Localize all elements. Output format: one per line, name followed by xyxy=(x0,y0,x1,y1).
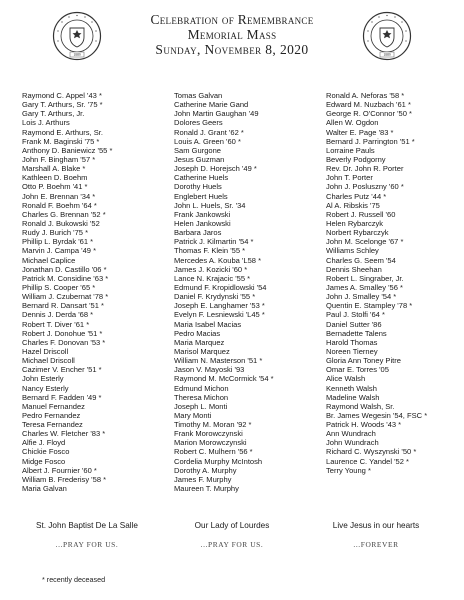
memorial-name: Dorothy A. Murphy xyxy=(174,465,237,475)
memorial-name: Charles G. Brennan '52 * xyxy=(22,209,106,219)
memorial-name: John J. Smalley '54 * xyxy=(326,292,397,302)
footer-prayer: ...FOREVER xyxy=(353,540,399,549)
memorial-name: Otto P. Boehm '41 * xyxy=(22,182,88,192)
memorial-name: Paul J. Stolfi '64 * xyxy=(326,310,385,320)
memorial-name: Kenneth Walsh xyxy=(326,383,377,393)
memorial-name: Jesus Guzman xyxy=(174,154,225,164)
names-column-2 xyxy=(174,91,274,493)
page-header xyxy=(105,12,359,58)
memorial-name: Catherine Marie Gand xyxy=(174,100,249,110)
memorial-name: Br. James Wegesin '54, FSC * xyxy=(326,410,428,420)
memorial-name: Midge Fosco xyxy=(22,456,66,466)
memorial-name: Maria Marquez xyxy=(174,337,225,347)
memorial-name: Lance N. Krajacic '55 * xyxy=(174,273,251,283)
footer-block-2 xyxy=(157,521,307,549)
header-date: Sunday, November 8, 2020 xyxy=(155,42,309,57)
memorial-name: John T. Porter xyxy=(326,173,373,183)
memorial-name: James F. Murphy xyxy=(174,474,232,484)
memorial-name: Tomas Galvan xyxy=(174,91,223,100)
memorial-name: Patrick M. Considine '63 * xyxy=(22,273,109,283)
memorial-name: Dorothy Huels xyxy=(174,182,222,192)
memorial-name: Ronald A. Neforas '58 * xyxy=(326,91,405,100)
memorial-name: Frank Morowczynski xyxy=(174,429,243,439)
memorial-name: Pedro Fernandez xyxy=(22,410,81,420)
memorial-name: Edmund Michon xyxy=(174,383,229,393)
memorial-name: Barbara Jaros xyxy=(174,228,222,238)
memorial-name: Alfie J. Floyd xyxy=(22,438,66,448)
memorial-name: Charles Putz '44 * xyxy=(326,191,387,201)
memorial-name: Robert L. Singraber, Jr. xyxy=(326,273,404,283)
memorial-name: Marvin J. Campa '49 * xyxy=(22,246,97,256)
memorial-name: Terry Young * xyxy=(326,465,371,475)
memorial-name: Frank M. Baginski '75 * xyxy=(22,136,100,146)
memorial-name: James A. Smalley '56 * xyxy=(326,282,403,292)
memorial-name: Cordelia Murphy McIntosh xyxy=(174,456,263,466)
footer-block-3 xyxy=(301,521,451,549)
memorial-name: Marshall A. Blake * xyxy=(22,164,86,174)
memorial-name: Ronald J. Grant '62 * xyxy=(174,127,244,137)
recently-deceased-note: * recently deceased xyxy=(42,575,106,584)
footer-title: Our Lady of Lourdes xyxy=(194,521,270,530)
memorial-name: Helen Jankowski xyxy=(174,218,231,228)
memorial-name: Harold Thomas xyxy=(326,337,378,347)
memorial-name: Englebert Huels xyxy=(174,191,228,201)
memorial-name: Hazel Driscoll xyxy=(22,346,69,356)
memorial-name: Cazimer V. Encher '51 * xyxy=(22,365,102,375)
memorial-name: Theresa Michon xyxy=(174,392,229,402)
memorial-name: Pedro Macias xyxy=(174,328,221,338)
memorial-name: Omar E. Torres '05 xyxy=(326,365,389,375)
memorial-name: Patrick J. Kilmartin '54 * xyxy=(174,237,254,247)
footer-block-1 xyxy=(12,521,162,549)
memorial-name: Raymond Walsh, Sr. xyxy=(326,401,395,411)
footer-title: Live Jesus in our hearts xyxy=(332,521,420,530)
memorial-name: George R. O'Connor '50 * xyxy=(326,109,412,119)
memorial-name: Quentin E. Stampley '78 * xyxy=(326,301,413,311)
memorial-name: Bernard R. Dansart '51 * xyxy=(22,301,104,311)
memorial-name: Robert J. Donohue '51 * xyxy=(22,328,103,338)
memorial-name: John L. Huels, Sr. '34 xyxy=(174,200,246,210)
svg-text:1889: 1889 xyxy=(383,53,391,57)
memorial-name: Maureen T. Murphy xyxy=(174,484,239,494)
memorial-name: Bernard J. Parrington '51 * xyxy=(326,136,415,146)
names-column-1 xyxy=(22,91,112,493)
memorial-name: Robert J. Russell '60 xyxy=(326,209,396,219)
memorial-name: James J. Kozicki '60 * xyxy=(174,264,248,274)
memorial-name: Edmund F. Kropidlowski '54 xyxy=(174,282,267,292)
memorial-name: Manuel Fernandez xyxy=(22,401,85,411)
memorial-name: William B. Frederisy '58 * xyxy=(22,474,107,484)
memorial-name: John Martin Gaughan '49 xyxy=(174,109,259,119)
memorial-name: Dolores Geers xyxy=(174,118,223,128)
memorial-name: Madeline Walsh xyxy=(326,392,380,402)
memorial-name: Mercedes A. Kouba 'L58 * xyxy=(174,255,262,265)
footer-title: St. John Baptist De La Salle xyxy=(36,521,138,530)
header-title-line-1: Celebration of Remembrance xyxy=(150,12,314,27)
memorial-name: Lorraine Pauls xyxy=(326,145,375,155)
memorial-name: Al A. Ribskis '75 xyxy=(326,200,380,210)
memorial-name: Noreen Tierney xyxy=(326,346,378,356)
memorial-name: Michael Driscoll xyxy=(22,356,75,366)
memorial-name: Richard C. Wyszynski '50 * xyxy=(326,447,417,457)
memorial-name: Norbert Rybarczyk xyxy=(326,228,389,238)
memorial-name: Robert T. Diver '61 * xyxy=(22,319,90,329)
memorial-name: John Wundrach xyxy=(326,438,379,448)
memorial-name: Edward M. Nuzbach '61 * xyxy=(326,100,411,110)
memorial-name: Phillip S. Cooper '65 * xyxy=(22,282,96,292)
memorial-name: Maria Isabel Macias xyxy=(174,319,242,329)
memorial-name: Ronald F. Boehm '64 * xyxy=(22,200,97,210)
memorial-name: Sam Gurgone xyxy=(174,145,221,155)
memorial-name: Jason V. Mayoski '93 xyxy=(174,365,245,375)
memorial-name: Michael Caplice xyxy=(22,255,76,265)
memorial-name: Gary T. Arthurs, Jr. xyxy=(22,109,85,119)
memorial-name: Dennis J. Derda '68 * xyxy=(22,310,94,320)
memorial-name: Gary T. Arthurs, Sr. '75 * xyxy=(22,100,103,110)
memorial-name: Patrick H. Woods '43 * xyxy=(326,420,402,430)
memorial-name: John F. Bingham '57 * xyxy=(22,154,96,164)
header-title-line-2: Memorial Mass xyxy=(187,27,277,42)
memorial-name: Rev. Dr. John R. Porter xyxy=(326,164,404,174)
memorial-name: Robert C. Mulhern '56 * xyxy=(174,447,253,457)
memorial-name: Raymond C. Appel '43 * xyxy=(22,91,102,100)
memorial-name: Albert J. Fournier '60 * xyxy=(22,465,97,475)
memorial-name: Charles F. Donovan '53 * xyxy=(22,337,106,347)
memorial-name: Beverly Podgorny xyxy=(326,154,386,164)
memorial-name: Catherine Huels xyxy=(174,173,229,183)
memorial-name: Kathleen D. Boehm xyxy=(22,173,88,183)
memorial-name: Teresa Fernandez xyxy=(22,420,83,430)
memorial-name: Marion Morowczynski xyxy=(174,438,247,448)
memorial-name: Marisol Marquez xyxy=(174,346,230,356)
memorial-name: John E. Brennan '34 * xyxy=(22,191,96,201)
footer-prayer: ...PRAY FOR US. xyxy=(55,540,119,549)
memorial-name: John J. Posluszny '60 * xyxy=(326,182,404,192)
memorial-name: Gloria Ann Toney Pitre xyxy=(326,356,401,366)
memorial-name: Williams Schley xyxy=(326,246,379,256)
memorial-name: Maria Galvan xyxy=(22,484,67,494)
memorial-name: John M. Scelonge '67 * xyxy=(326,237,404,247)
svg-text:1889: 1889 xyxy=(73,53,81,57)
memorial-name: Helen Rybarczyk xyxy=(326,218,384,228)
memorial-name: Charles G. Seem '54 xyxy=(326,255,396,265)
memorial-name: Jonathan D. Castillo '06 * xyxy=(22,264,107,274)
memorial-name: William J. Czubernat '78 * xyxy=(22,292,109,302)
memorial-name: Daniel Sutter '86 xyxy=(326,319,382,329)
memorial-name: Thomas F. Klein '55 * xyxy=(174,246,246,256)
memorial-name: William N. Masterson '51 * xyxy=(174,356,263,366)
memorial-name: Bernard F. Fadden '49 * xyxy=(22,392,102,402)
memorial-name: Raymond M. McCormick '54 * xyxy=(174,374,274,384)
memorial-name: Charles W. Fletcher '83 * xyxy=(22,429,106,439)
memorial-name: Frank Jankowski xyxy=(174,209,231,219)
memorial-name: Raymond E. Arthurs, Sr. xyxy=(22,127,103,137)
memorial-name: Dennis Sheehan xyxy=(326,264,382,274)
memorial-name: Mary Monti xyxy=(174,410,212,420)
memorial-name: Ann Wundrach xyxy=(326,429,376,439)
memorial-name: Nancy Esterly xyxy=(22,383,69,393)
memorial-name: Laurence C. Yandel '52 * xyxy=(326,456,409,466)
memorial-name: Alice Walsh xyxy=(326,374,366,384)
memorial-name: Anthony D. Baniewicz '55 * xyxy=(22,145,113,155)
memorial-name: Ronald J. Bukowski '52 xyxy=(22,218,100,228)
memorial-name: Walter E. Page '83 * xyxy=(326,127,394,137)
memorial-name: Timothy M. Moran '92 * xyxy=(174,420,252,430)
names-column-3 xyxy=(326,91,427,475)
memorial-name: Evelyn F. Lesniewski 'L45 * xyxy=(174,310,265,320)
memorial-name: Joseph D. Horejsch '49 * xyxy=(174,164,257,174)
memorial-name: Lois J. Arthurs xyxy=(22,118,70,128)
memorial-name: Chickie Fosco xyxy=(22,447,70,457)
memorial-name: Joseph L. Monti xyxy=(174,401,228,411)
memorial-name: Phillip L. Byrdak '61 * xyxy=(22,237,94,247)
footer-prayer: ...PRAY FOR US. xyxy=(200,540,264,549)
memorial-name: Allen W. Ogdon xyxy=(326,118,379,128)
memorial-name: Rudy J. Burich '75 * xyxy=(22,228,89,238)
memorial-name: Bernadette Talens xyxy=(326,328,387,338)
memorial-name: Joseph E. Langhamer '53 * xyxy=(174,301,265,311)
memorial-name: Daniel F. Krydynski '55 * xyxy=(174,292,256,302)
de-la-salle-seal-left xyxy=(52,11,102,61)
de-la-salle-seal-right xyxy=(362,11,412,61)
memorial-name: John Esterly xyxy=(22,374,64,384)
memorial-name: Louis A. Green '60 * xyxy=(174,136,241,146)
